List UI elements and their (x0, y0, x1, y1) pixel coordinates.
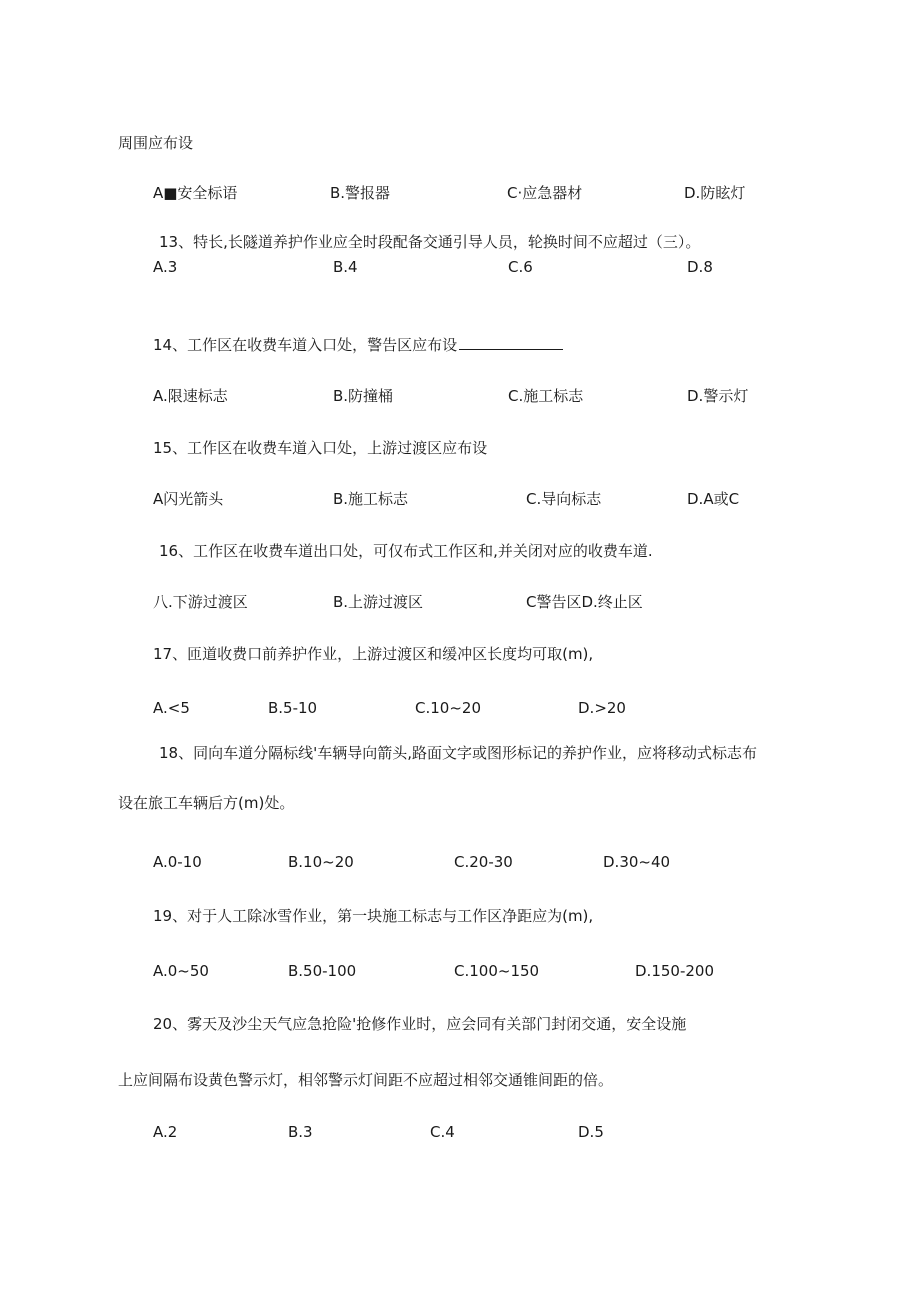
question-15-option-b: B.施工标志 (333, 490, 409, 508)
question-16-text: 16、工作区在收费车道出口处，可仅布式工作区和,并关闭对应的收费车道. (159, 542, 653, 560)
question-18-text-line-1: 18、同向车道分隔标线'车辆导向箭头,路面文字或图形标记的养护作业，应将移动式标志布 (159, 744, 757, 762)
question-18-option-a: A.0-10 (153, 853, 202, 871)
question-16-option-a: 八.下游过渡区 (153, 593, 248, 611)
question-18-option-c: C.20-30 (454, 853, 513, 871)
question-14-line (153, 335, 563, 355)
question-13-option-d: D.8 (687, 258, 713, 276)
intro-option-d: D.防眩灯 (684, 184, 746, 202)
question-17-option-b: B.5-10 (268, 699, 318, 717)
question-19-option-a: A.0~50 (153, 962, 209, 980)
intro-option-b: B.警报器 (330, 184, 391, 202)
question-14-option-c: C.施工标志 (508, 387, 584, 405)
question-18-option-d: D.30~40 (603, 853, 671, 871)
question-19-option-b: B.50-100 (288, 962, 357, 980)
question-17-option-d: D.>20 (578, 699, 626, 717)
question-20-option-d: D.5 (578, 1123, 604, 1141)
question-19-option-d: D.150-200 (635, 962, 714, 980)
question-14-text: 14、工作区在收费车道入口处，警告区应布设 (153, 336, 458, 354)
answer-blank (459, 335, 563, 350)
question-13-text: 13、特长,长隧道养护作业应全时段配备交通引导人员，轮换时间不应超过（三）。 (159, 233, 701, 251)
question-14-option-d: D.警示灯 (687, 387, 749, 405)
question-16-option-b: B.上游过渡区 (333, 593, 424, 611)
question-17-option-a: A.<5 (153, 699, 190, 717)
question-16-option-cd: C警告区D.终止区 (526, 593, 643, 611)
question-13-option-a: A.3 (153, 258, 178, 276)
question-14-option-b: B.防撞桶 (333, 387, 394, 405)
question-17-text: 17、匝道收费口前养护作业，上游过渡区和缓冲区长度均可取(m), (153, 645, 594, 663)
question-19-text: 19、对于人工除冰雪作业，第一块施工标志与工作区净距应为(m), (153, 907, 594, 925)
intro-text: 周围应布设 (118, 134, 194, 152)
question-13-option-c: C.6 (508, 258, 533, 276)
question-17-option-c: C.10~20 (415, 699, 481, 717)
question-20-option-b: B.3 (288, 1123, 313, 1141)
question-20-text-line-2: 上应间隔布设黄色警示灯，相邻警示灯间距不应超过相邻交通锥间距的倍。 (118, 1071, 614, 1089)
question-15-option-c: C.导向标志 (526, 490, 602, 508)
question-13-option-b: B.4 (333, 258, 358, 276)
question-20-option-c: C.4 (430, 1123, 455, 1141)
question-18-text-line-2: 设在旅工车辆后方(m)处。 (118, 794, 295, 812)
intro-option-a: A■安全标语 (153, 184, 238, 202)
question-20-option-a: A.2 (153, 1123, 178, 1141)
question-18-option-b: B.10~20 (288, 853, 354, 871)
question-15-option-a: A闪光箭头 (153, 490, 224, 508)
question-14-option-a: A.限速标志 (153, 387, 228, 405)
intro-option-c: C·应急器材 (507, 184, 583, 202)
question-20-text-line-1: 20、雾天及沙尘天气应急抢险'抢修作业时，应会同有关部门封闭交通，安全设施 (153, 1015, 687, 1033)
question-15-option-d: D.A或C (687, 490, 740, 508)
question-15-text: 15、工作区在收费车道入口处，上游过渡区应布设 (153, 439, 488, 457)
question-19-option-c: C.100~150 (454, 962, 540, 980)
